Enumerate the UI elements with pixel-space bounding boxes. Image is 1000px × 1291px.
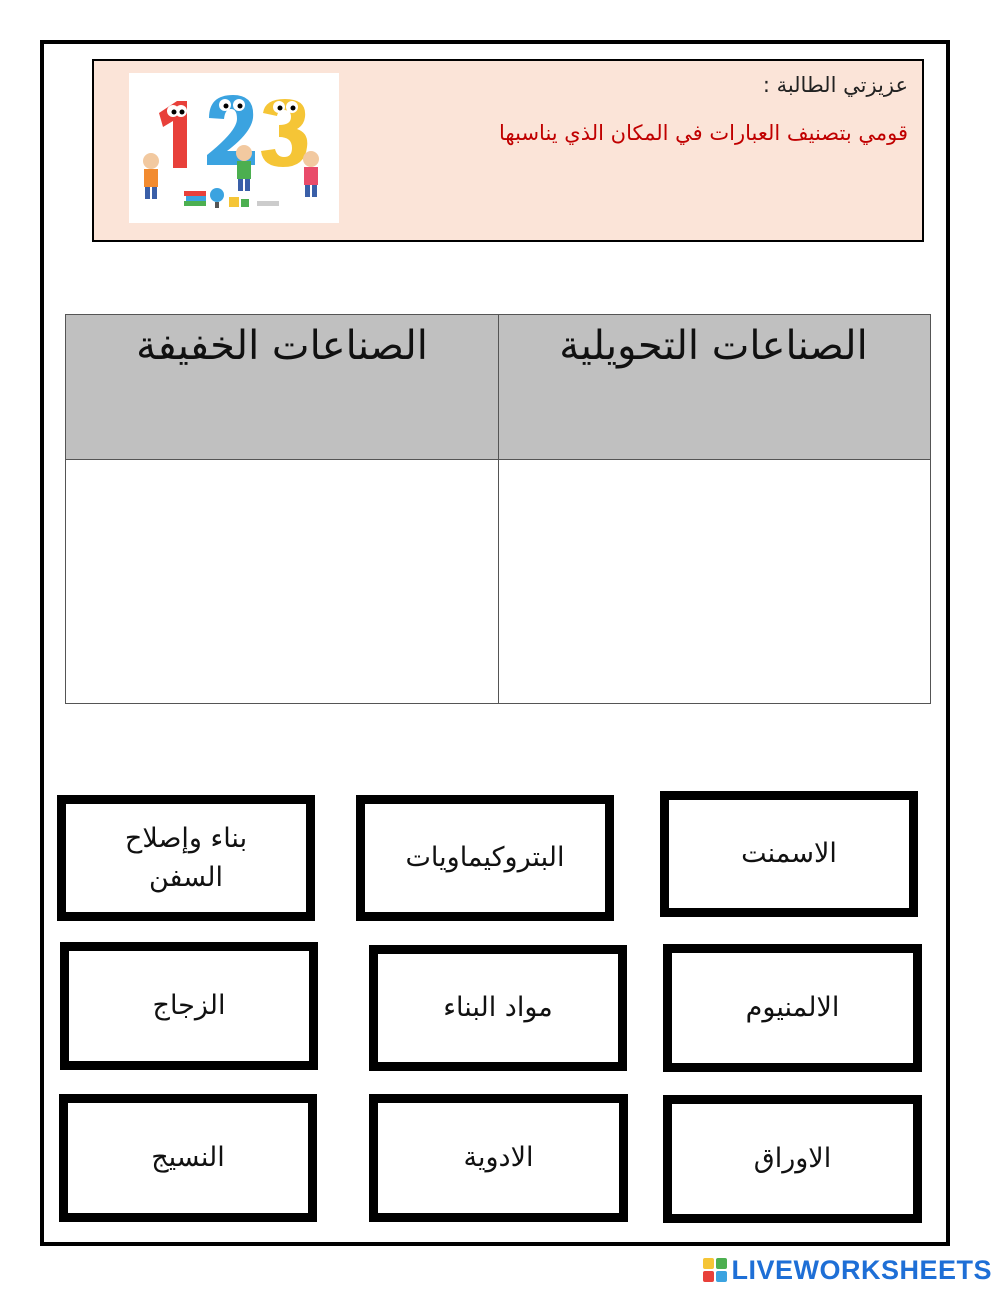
- drag-card[interactable]: [369, 945, 627, 1071]
- instructions-box: [92, 59, 924, 242]
- column-header-light-industries: الصناعات الخفيفة: [66, 315, 499, 460]
- liveworksheets-logo-icon: [703, 1258, 727, 1282]
- card-label: مواد البناء: [443, 992, 553, 1024]
- drag-card[interactable]: [57, 795, 315, 921]
- card-label: الادوية: [463, 1142, 534, 1174]
- numbers-kids-icon: [129, 73, 339, 223]
- brand-name: LIVEWORKSHEETS: [731, 1254, 992, 1285]
- card-label: النسيج: [151, 1142, 225, 1174]
- card-label: بناء وإصلاح السفن: [124, 822, 248, 893]
- card-label: الاسمنت: [741, 838, 837, 870]
- drag-card[interactable]: [663, 1095, 922, 1223]
- drag-card[interactable]: [663, 944, 922, 1072]
- instruction-text: قومي بتصنيف العبارات في المكان الذي يناسبها: [499, 121, 908, 145]
- drag-card[interactable]: [60, 942, 318, 1070]
- sorting-table: [65, 314, 931, 704]
- drag-card[interactable]: [660, 791, 918, 917]
- liveworksheets-logo: [703, 1255, 992, 1285]
- card-label: الزجاج: [152, 990, 226, 1022]
- card-label: الاوراق: [753, 1143, 832, 1175]
- card-label: البتروكيماويات: [405, 842, 565, 874]
- drop-zone-manufacturing[interactable]: [497, 460, 930, 703]
- card-label: الالمنيوم: [745, 992, 840, 1024]
- drag-card[interactable]: [369, 1094, 628, 1222]
- greeting-text: عزيزتي الطالبة :: [762, 73, 908, 97]
- drag-card[interactable]: [356, 795, 614, 921]
- column-header-manufacturing: الصناعات التحويلية: [497, 315, 930, 460]
- numbers-kids-illustration: [129, 73, 339, 223]
- drop-zone-light-industries[interactable]: [66, 460, 499, 703]
- drag-card[interactable]: [59, 1094, 317, 1222]
